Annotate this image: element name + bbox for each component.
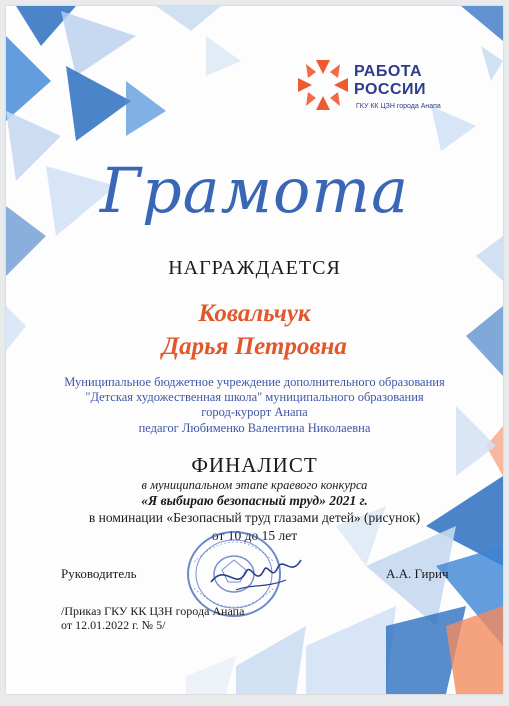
rabota-rossii-logo — [296, 58, 476, 120]
star-cross-icon — [296, 58, 350, 112]
logo-text-line1: РАБОТА — [354, 63, 423, 80]
contest-line: в муниципальном этапе краевого конкурса — [141, 478, 368, 492]
certificate-page — [6, 6, 503, 694]
institution-line: "Детская художественная школа" муниципального образования — [85, 390, 424, 404]
logo-subtitle: ГКУ КК ЦЗН города Анапа — [356, 103, 441, 110]
contest-name: «Я выбираю безопасный труд» 2021 г. — [141, 493, 368, 508]
teacher-line: педагог Любименко Валентина Николаевна — [138, 421, 371, 435]
logo-text-line2: РОССИИ — [354, 81, 427, 98]
institution-line: город-курорт Анапа — [201, 405, 308, 419]
contest-nomination: в номинации «Безопасный труд глазами детей» (рисунок) — [88, 510, 421, 525]
institution-line: Муниципальное бюджетное учреждение дополнительного образования — [64, 375, 445, 389]
signature — [206, 552, 306, 602]
awarded-heading: НАГРАЖДАЕТСЯ — [168, 257, 341, 279]
recipient-surname: Ковальчук — [198, 300, 311, 327]
order-line: /Приказ ГКУ КК ЦЗН города Анапа — [61, 604, 245, 618]
recipient-name: Дарья Петровна — [162, 333, 347, 360]
certificate-title: Грамота — [99, 154, 410, 227]
order-date-line: от 12.01.2022 г. № 5/ — [61, 618, 166, 632]
head-label: Руководитель — [61, 566, 137, 581]
status-heading: ФИНАЛИСТ — [191, 453, 318, 477]
contest-age-range: от 10 до 15 лет — [211, 528, 298, 543]
head-name: А.А. Гирич — [386, 566, 449, 581]
